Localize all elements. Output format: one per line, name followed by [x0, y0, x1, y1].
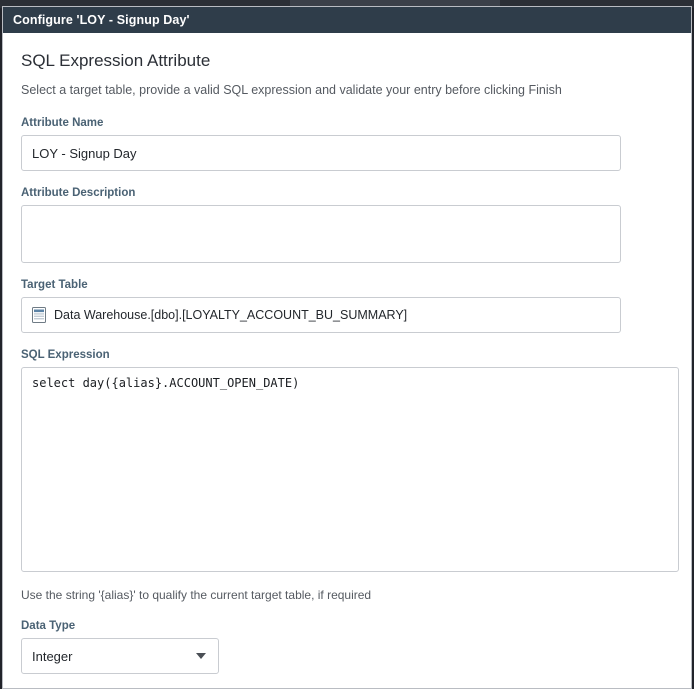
attribute-name-field-block — [21, 117, 673, 171]
data-type-label: Data Type — [21, 620, 76, 632]
target-table-label: Target Table — [21, 279, 88, 291]
attribute-description-field-block — [21, 187, 673, 263]
dialog-titlebar — [3, 7, 691, 33]
target-table-value: Data Warehouse.[dbo].[LOYALTY_ACCOUNT_BU_SUMMARY] — [54, 308, 408, 322]
dialog-title: Configure 'LOY - Signup Day' — [13, 13, 190, 27]
attribute-name-label: Attribute Name — [21, 117, 104, 129]
sql-expression-editor[interactable]: select day({alias}.ACCOUNT_OPEN_DATE) — [21, 367, 679, 572]
attribute-description-label: Attribute Description — [21, 187, 136, 199]
table-icon — [32, 307, 46, 323]
target-table-input[interactable] — [21, 297, 621, 333]
configure-attribute-dialog — [2, 6, 692, 689]
data-type-select[interactable] — [21, 638, 219, 674]
target-table-field-block — [21, 279, 673, 333]
attribute-description-input[interactable] — [21, 205, 621, 263]
page-title: SQL Expression Attribute — [21, 51, 211, 70]
sql-expression-hint: Use the string '{alias}' to qualify the current target table, if required — [21, 588, 372, 602]
data-type-field-block — [21, 620, 673, 674]
sql-expression-label: SQL Expression — [21, 349, 110, 361]
data-type-value: Integer — [32, 648, 73, 664]
chevron-down-icon — [196, 653, 206, 659]
sql-expression-field-block — [21, 349, 673, 572]
attribute-name-input[interactable]: LOY - Signup Day — [21, 135, 621, 171]
dialog-body — [3, 33, 691, 688]
page-subtitle: Select a target table, provide a valid SQL expression and validate your entry before clicking Finish — [21, 83, 562, 97]
